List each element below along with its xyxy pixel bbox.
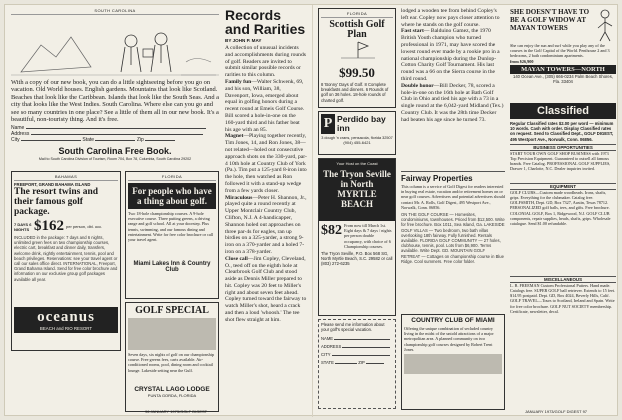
crystal-lago-sub: PUNTA GORDA, FLORIDA: [147, 393, 197, 398]
p3-text: —Bill Decker, 78, scored a hole-in-one on the 16th hole at Bath Golf Club in Ohio and tied his age with a 73 in a single round at the 6,042-yard Midland (Tex.) Country Club. It was the 28th time Decker had beaten his age since he turned 73.: [401, 82, 504, 123]
tourists-cartoon-icon: [11, 17, 219, 79]
item-text: —Peter H. Shannon, Jr., played quite a round recently at Upper Montclair Country Club, Clifton, N.J. A 4-handicapper, Shannon holed out approaches on three par-4s for eagles, ran up birdies on a 325-yarder, a strong 9-iron on a 370-yarder and a holed 7-iron on a 378-yarder.: [225, 194, 307, 255]
p2-head: Fast start: [401, 28, 424, 35]
bahamas-fine-print: INCLUDED in the package: 7 days and 6 nights, unlimited green fees on two championship courses, electric cart, breakfast and dinner daily, transfers, welcome drink, nightly entertainment, tennis, pool and beach privileges. Reservations: see your travel agent or call our sales office direct. INTERNATIONAL, Freeport, Grand Bahama Island. Send for free color brochure and information on our exclusive group golf packages available all year.: [14, 235, 118, 282]
bahamas-location: FREEPORT, GRAND BAHAMA ISLAND: [14, 182, 91, 187]
scottish-tag: FLORIDA: [321, 11, 393, 18]
coupon-intro: Please send me information about your golf's special vacation.: [321, 322, 385, 333]
article-p2: [401, 28, 505, 82]
bahamas-headline: The resort twins and their famous golf package.: [14, 187, 99, 217]
coupon-state-zip-field[interactable]: [321, 359, 393, 367]
classified-section: [510, 103, 616, 407]
tryon-seville-ad: [318, 158, 396, 316]
miami-lakes-brand: Miami Lakes Inn & Country Club: [133, 261, 211, 273]
coupon-zip-label: ZIP: [358, 360, 365, 366]
city-label: City: [11, 137, 20, 144]
misc-body: L. B. FREEMAN Custom Professional Putters. Hand made. Catalogs free. SUPER GOLF ball retriever. Extends to 15 feet. $14.95 postpaid. Dept. GD, Box 4024, Beverly Hills, Calif. GOLF TRAVEL—Tours to Scotland, Ireland and Spain. Write for free color brochure. GOLF NUT SOCIETY membership. Certificate, newsletter, decal.: [510, 282, 616, 314]
country-club-miami-ad: [401, 314, 505, 410]
address-label: Address: [11, 131, 30, 138]
fairway-listings: ON THE GOLF COURSE — Homesites, condominiums, townhouses. Priced from $12,500. Write for free brochure. Box 1011, Sea Island, Ga. LAKESIDE GOLF VILLAS — Two bedroom, two bath villas overlooking 18th fairway. Fully furnished. Rentals available. FLORIDA GOLF COMMUNITY — 27 holes, clubhouse, tennis, pool. Lots from $6,900. Terms available. Write Dept. GD. MOUNTAIN GOLF RETREAT — Cottages on championship course in Blue Ridge. Cool summers. Free color folder.: [401, 212, 505, 264]
price-prefix: 7 DAYS 6 NIGHTS: [14, 221, 32, 232]
item-text: —Jim Copley, Cleveland, O., teed off on the eighth hole at Clearbrook Golf Club and stood aside as Dennis Miller prepared to hit. Copley was 20 feet to Miller's right and about seven feet ahead. Copley turned toward the fairway to watch Miller's shot, heard a crack and then a loud 'whoosh.' The tee shot flew straight at him.: [225, 255, 307, 323]
oceanus-brand: oceanus: [37, 309, 95, 325]
country-club-photo: [404, 354, 502, 374]
zip-label: Zip: [136, 137, 144, 144]
cartoon-illustration: [11, 17, 219, 79]
coupon-name-label: NAME: [321, 336, 334, 342]
records-continued: [401, 8, 505, 166]
coupon-city-label: CITY: [321, 352, 331, 358]
tryon-price: $82: [321, 223, 342, 238]
sc-headline: South Carolina Free Book.: [58, 146, 172, 157]
coupon-state-label: STATE: [321, 360, 334, 366]
coupon-name-field[interactable]: [321, 335, 393, 343]
state-label: State: [82, 137, 95, 144]
perdido-brand: Perdido bay inn: [337, 114, 386, 133]
name-label: Name: [11, 125, 25, 132]
city-state-zip-fields[interactable]: [11, 137, 219, 143]
sc-body-copy: With a copy of our new book, you can do a little sightseeing before you go on vacation. Old World houses. English gardens. Mountains that look like Scotland. Beaches that look like the Caribbean. Islands that look like the South Seas. And a city that looks like the West Indies. South Carolina. Where else can you go and see so many countries in one place? See a little of them all in our new book. It's a beautiful, non-touristy thing. And it's free.: [11, 79, 219, 124]
scottish-golf-plan-ad: [318, 8, 396, 108]
perdido-logo-icon: P: [321, 114, 335, 134]
fairway-properties: [401, 169, 505, 311]
magazine-spread: [4, 4, 618, 416]
coupon-city-field[interactable]: [321, 351, 393, 359]
coupon-address-label: ADDRESS: [321, 344, 342, 350]
item-head: Close call: [225, 255, 248, 262]
country-club-body: Offering the unique combination of secluded country living in the midst of the untold attractions of a major metropolitan area. A planned community on two championship golf courses designed by Robert Trent Jones.: [404, 326, 494, 352]
oceanus-sub: BEACH and RIO RESORT: [39, 326, 93, 331]
records-item: [225, 256, 307, 324]
item-head: Miraculous: [225, 194, 253, 201]
price-suffix: per person, dbl. occ.: [66, 224, 103, 229]
p2-text: — Balduino Gamez, the 1970 British Youth champion who turned professional in 1971, may have scored the lowest round ever made by a rookie pro in a national championship during the Dunlop-Cotton Charity Golf Tournament. His last round was a 66 on the Sierra course in the third round.: [401, 28, 500, 82]
golf-special-ad: [125, 302, 219, 412]
florida-tag: FLORIDA: [128, 174, 216, 181]
oceanus-logo: [14, 307, 118, 333]
fairway-title: Fairway Properties: [401, 174, 473, 183]
mayan-price: from $26,900: [510, 58, 534, 64]
article-p1: lodged a wooden tee from behind Copley's left ear. Copley now pays closer attention to where he stands on the golf course.: [401, 8, 500, 28]
mayan-towers-ad: [510, 8, 616, 100]
golf-flag-icon: [321, 40, 395, 60]
scottish-title: Scottish Golf Plan: [329, 19, 385, 40]
scottish-price: $99.50: [339, 65, 375, 80]
golf-photo: [128, 318, 216, 350]
bahamas-tag: BAHAMAS: [14, 174, 118, 181]
bahamas-price: $162: [34, 218, 64, 234]
business-body: START YOUR OWN GOLF SHOP BUSINESS with 1973 Top Precision Equipment. Guaranteed to outsell all famous brands. Free Catalog. PROFESSIONAL GOLF SUPPLIES, Drawer 1, Charlotte, N.C. Dealer inquiries invited.: [510, 150, 611, 172]
article-p3: [401, 83, 505, 124]
tryon-address: The Tryon Seville, P.O. Box 568 SG, North Myrtle Beach, S.C. 29582 or call (803) 272-6235: [321, 251, 393, 267]
records-item: [225, 133, 307, 194]
mayan-brand: MAYAN TOWERS—NORTH: [510, 65, 616, 74]
country-club-title: COUNTRY CLUB OF MIAMI: [411, 317, 495, 324]
info-coupon: [318, 319, 396, 409]
golf-special-headline: GOLF SPECIAL: [135, 305, 209, 316]
perdido-bay-ad: [318, 111, 396, 155]
mayan-address: 140 Ocean Ave., (305) 666-0234 Palm Beach Shores, Fla. 33404: [512, 73, 614, 85]
miami-lakes-headline: For people who have a thing about golf.: [132, 186, 212, 206]
item-head: Family fun: [225, 78, 252, 85]
classified-title: Classified: [510, 103, 616, 119]
records-title: Records and Rarities: [225, 8, 306, 37]
tryon-header: [319, 159, 395, 221]
crystal-lago-brand: CRYSTAL LAGO LODGE: [134, 386, 210, 393]
item-text: —Playing together recently, Tim Jones, 14, and Ron Jones, 38—not related—holed out consecutive approach shots on the 330-yard, par-4 10th hole at Country Club of York (Pa.). Tim put a 125-yard 8-iron into the hole, then watched as Ron followed it with a stand-up wedge from a few yards closer.: [225, 133, 307, 194]
tryon-price-desc: From now till March 1st. Eight days & 7 days / nights per person double occupancy, with choice of 6 Championship courses.: [344, 223, 392, 249]
footer-left: 96 JANUARY 1973/GOLF DIGEST: [145, 409, 208, 414]
south-carolina-ad: [11, 8, 219, 168]
mayan-body: She can enjoy the sun and surf while you play any of the courses in the Golf Capital of the World. Penthouse 2 and 3 bedrooms, 2 bath condominium apartments.: [510, 43, 610, 59]
tryon-tag: Your Host on the Coast: [336, 161, 378, 166]
section-tag: SOUTH CAROLINA: [11, 8, 219, 15]
section-business: BUSINESS OPPORTUNITIES: [510, 144, 616, 151]
page-gutter: [312, 5, 313, 417]
classified-rates: Regular Classified rates $2.00 per word — minimum 10 words. Cash with order. Display Classified rates on request. Send to Classified Dept., GOLF DIGEST, 495 Westport Ave., Norwalk, Conn. 06856.: [510, 121, 614, 142]
sc-mail-to: Mail to South Carolina Division of Tourism, Room 704, Box 78, Columbia, South Carolina 29202: [38, 157, 192, 162]
records-item: [225, 79, 307, 133]
item-head: Magnet: [225, 133, 244, 140]
miami-lakes-headline-box: [128, 183, 216, 209]
scottish-items: 8 'Bonny' Days of Golf. 8 Complete breakfasts and dinners. 6 Rounds of golf on 36 holes. 18-hole rounds of charted golf.: [321, 82, 389, 103]
section-equipment: EQUIPMENT: [510, 183, 616, 190]
perdido-phone: (904) 455-6421: [343, 140, 371, 145]
mayan-headline: SHE DOESN'T HAVE TO BE A GOLF WIDOW AT MAYAN TOWERS: [510, 8, 590, 32]
golfer-woman-icon: [594, 8, 616, 42]
fairway-body: This column is a service of Golf Digest for readers interested in buying real estate, vacation and/or retirement homes on or near golf courses. Advertisers and potential advertisers should contact Mr. A. Rolls, Golf Digest, 495 Westport Ave., Norwalk, Conn. 06856.: [401, 184, 505, 210]
records-intro: A collection of unusual incidents and accomplishments during rounds of golf. Readers are invited to submit similar possible records or rarities to this column.: [225, 45, 306, 79]
equipment-body: GOLF CLUBS—Custom made woodheads. Irons, shafts, grips. Everything for the clubmaker. Catalog free. GOLFSMITH, Dept. GD, Box 7327, Austin, Texas 78712. PERSONALIZED golf balls, tees, and gifts. Free brochure. COLONIAL GOLF, Box 1, Ridgewood, N.J. GOLF CLUB components, repair supplies, heads, shafts, grips. Wholesale catalogue. Send $1.00 refundable.: [510, 189, 611, 227]
records-byline: BY JOHN P. MAY: [225, 38, 262, 43]
p3-head: Double honor: [401, 82, 434, 89]
item-text: —Walter Schwenk, 69, and his son, William, 38, Davenport, Iowa, emerged about equal in golfing honors during a recent round at Emeis Golf Course. Bill scored a hole-in-one on the 160-yard third and his father beat his age with an 85.: [225, 78, 305, 133]
tryon-brand: The Tryon Seville in North MYRTLE BEACH: [323, 169, 391, 209]
miami-lakes-copy: Two 18-hole championship courses. A 9-hole executive course. Three putting greens, a driving range and golf school. All at your doorstep. Plus tennis, swimming, and our famous dining and entertainment. Write for free color brochure or call your travel agent.: [128, 211, 214, 243]
footer-right: JANUARY 1973/GOLF DIGEST 97: [525, 409, 588, 414]
golf-special-copy: Seven days, six nights of golf on our championship course. Free greens fees, carts available. Air-conditioned rooms, pool, dining room and cocktail lounge. Lakeside setting near the Gulf.: [128, 352, 214, 373]
bahamas-ad: [11, 171, 121, 351]
records-item: [225, 195, 307, 256]
perdido-sub: 3 dough 'n crans, pensacola, florida 32507: [321, 136, 393, 140]
section-misc: MISCELLANEOUS: [510, 276, 616, 283]
coupon-address-field[interactable]: [321, 343, 393, 351]
records-and-rarities: [225, 8, 307, 406]
miami-lakes-ad: [125, 171, 219, 299]
